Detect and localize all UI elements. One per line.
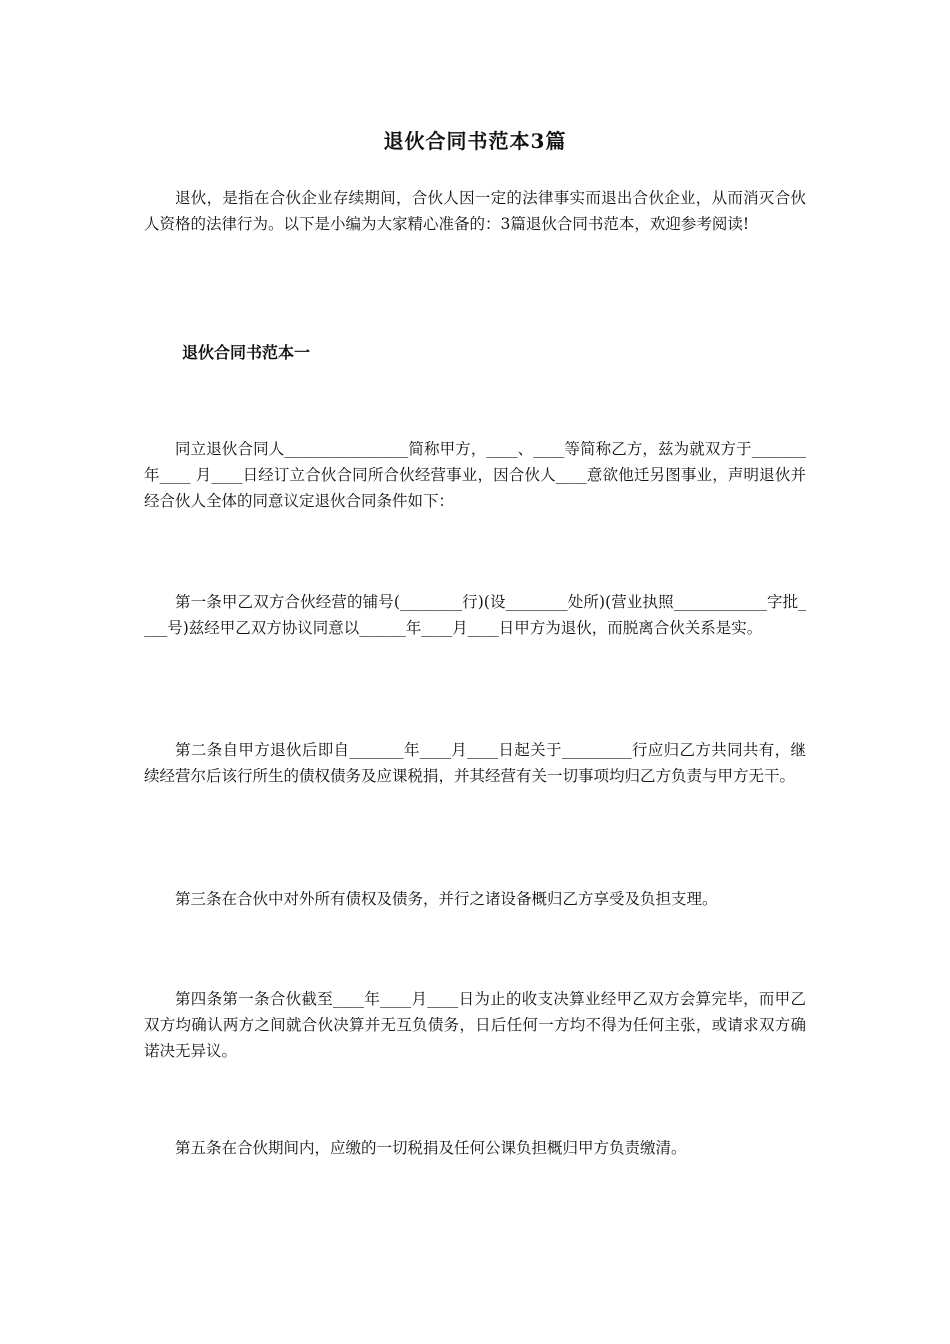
contract-preamble-paragraph: 同立退伙合同人________________简称甲方，____、____等简称乙方，兹为就双方于_______年____ 月____日经订立合伙合同所合伙经营事业，因合伙人____意欲他迁另图事业，声明退伙并经合伙人全体的同意议定退伙合同条件如下： xyxy=(144,440,806,510)
section-heading: 退伙合同书范本一 xyxy=(182,343,311,362)
intro-paragraph: 退伙，是指在合伙企业存续期间，合伙人因一定的法律事实而退出合伙企业，从而消灭合伙人资格的法律行为。以下是小编为大家精心准备的：3篇退伙合同书范本，欢迎参考阅读! xyxy=(144,189,806,233)
article-4-paragraph: 第四条第一条合伙截至____年____月____日为止的收支决算业经甲乙双方会算完毕，而甲乙双方均确认两方之间就合伙决算并无互负债务，日后任何一方均不得为任何主张，或请求双方确诺决无异议。 xyxy=(144,990,806,1060)
article-5-paragraph: 第五条在合伙期间内，应缴的一切税捐及任何公课负担概归甲方负责缴清。 xyxy=(175,1139,687,1157)
article-3-paragraph: 第三条在合伙中对外所有债权及债务，并行之诸设备概归乙方享受及负担支理。 xyxy=(175,890,718,908)
article-1-paragraph: 第一条甲乙双方合伙经营的铺号(________行)(设________处所)(营业执照____________字批____号)兹经甲乙双方协议同意以______年____月____日甲方为退伙，而脱离合伙关系是实。 xyxy=(144,593,806,637)
article-2-paragraph: 第二条自甲方退伙后即自_______年____月____日起关于_________行应归乙方共同共有，继续经营尔后该行所生的债权债务及应课税捐，并其经营有关一切事项均归乙方负责与甲方无干。 xyxy=(144,741,806,785)
document-title: 退伙合同书范本3篇 xyxy=(383,129,567,153)
